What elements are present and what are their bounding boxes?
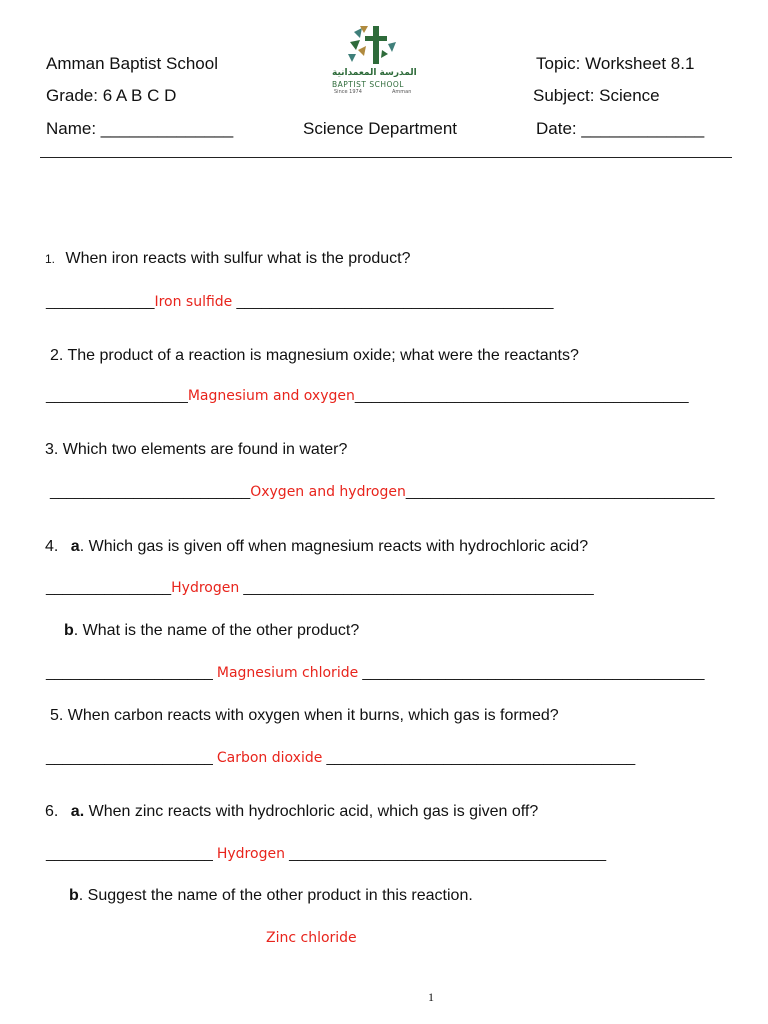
question-number: 2. [50,347,64,364]
blank-after: _____________________________________ [322,749,636,766]
blank-after: __________________________________________ [239,579,594,596]
page-number: 1 [428,990,434,1004]
question-text: . Suggest the name of the other product in this reaction. [78,887,473,904]
answer-line-5 [46,749,635,766]
answer-line-4a [46,579,594,596]
blank-after: ________________________________________ [354,387,689,404]
blank-after: ______________________________________ [284,845,607,862]
department-label: Science Department [303,119,458,138]
answer-text: Oxygen and hydrogen [250,484,406,500]
blank-before: _______________ [46,579,172,596]
answer-text: Hydrogen [171,580,240,596]
answer-text-6b: Zinc chloride [266,930,357,946]
question-part: a [70,538,80,555]
question-part: b [64,622,74,639]
question-text: When carbon reacts with oxygen when it burns, which gas is formed? [67,707,559,724]
school-name: Amman Baptist School [46,54,218,73]
blank-before: ____________________ [46,845,213,862]
question-text: . Which gas is given off when magnesium reacts with hydrochloric acid? [79,538,589,555]
answer-text: Iron sulfide [154,294,233,310]
question-number: 4. [45,538,59,555]
question-text: When iron reacts with sulfur what is the product? [65,250,411,267]
answer-line-4b [46,664,704,681]
blank-before: ____________________ [46,749,213,766]
question-text: . What is the name of the other product? [73,622,360,639]
blank-after: _________________________________________ [358,664,705,681]
question-part: a. [70,803,85,820]
question-5 [50,707,559,725]
date-field: Date: _____________ [536,119,705,138]
blank-after: _____________________________________ [405,483,715,500]
subject-label: Subject: Science [533,86,660,105]
question-text: When zinc reacts with hydrochloric acid, which gas is given off? [84,803,539,820]
question-6b [69,887,473,905]
question-2 [50,347,579,365]
question-6a [45,803,538,821]
school-logo [330,24,422,96]
blank-before: ____________________ [46,664,213,681]
answer-text: Carbon dioxide [216,750,323,766]
question-number: 6. [45,803,59,820]
question-number: 3. [45,441,59,458]
answer-line-1 [46,293,553,310]
question-part: b [69,887,79,904]
question-text: Which two elements are found in water? [62,441,348,458]
question-1 [45,250,411,268]
blank-before: _____________ [46,293,155,310]
answer-text: Hydrogen [216,846,285,862]
topic-label: Topic: Worksheet 8.1 [536,54,695,73]
question-text: The product of a reaction is magnesium oxide; what were the reactants? [67,347,579,364]
answer-text: Magnesium chloride [216,665,359,681]
blank-before: ________________________ [50,483,251,500]
answer-line-2 [46,387,689,404]
blank-before: _________________ [46,387,188,404]
answer-text: Magnesium and oxygen [187,388,355,404]
header-divider [40,157,732,158]
answer-line-3 [50,483,715,500]
question-3 [45,441,347,459]
question-number: 5. [50,707,64,724]
question-number: 1. [45,252,56,266]
question-4b [64,622,359,640]
name-field: Name: ______________ [46,119,234,138]
question-4a [45,538,588,556]
blank-after: ______________________________________ [232,293,554,310]
grade-line: Grade: 6 A B C D [46,86,177,105]
logo-city-text: Amman [392,89,412,95]
answer-line-6a [46,845,606,862]
logo-english-text: BAPTIST SCHOOL [332,80,404,89]
logo-arabic-text: المدرسة المعمدانية [332,68,417,78]
logo-since-text: Since 1974 [334,89,362,95]
